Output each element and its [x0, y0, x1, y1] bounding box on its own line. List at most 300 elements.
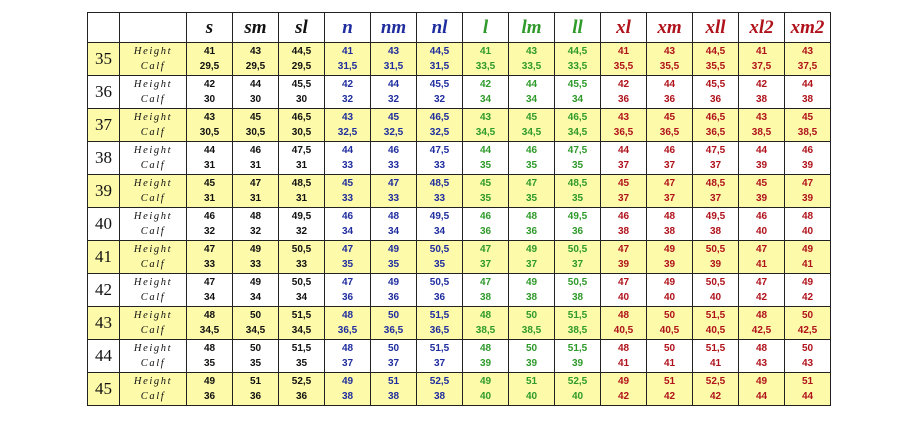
column-header-xm2: xm2: [785, 13, 831, 43]
height-value: 47: [617, 277, 630, 288]
height-value: 44,5: [429, 46, 450, 57]
height-value: 46: [341, 211, 354, 222]
calf-value: 38: [709, 226, 722, 237]
calf-value: 34: [203, 292, 216, 303]
height-value: 41: [341, 46, 354, 57]
size-cell: 35: [88, 43, 120, 76]
value-cell-nm: [371, 373, 417, 406]
height-value: 45,5: [429, 79, 450, 90]
calf-value: 33,5: [567, 61, 588, 72]
calf-value: 41: [617, 358, 630, 369]
calf-value: 38,5: [567, 325, 588, 336]
height-value: 46: [479, 211, 492, 222]
calf-label: Calf: [140, 160, 166, 171]
value-cell-ll: [555, 208, 601, 241]
calf-value: 36: [663, 94, 676, 105]
measure-label-cell: [120, 43, 187, 76]
calf-value: 35: [479, 160, 492, 171]
value-cell-s: [187, 241, 233, 274]
value-cell-xl: [601, 76, 647, 109]
calf-value: 40: [801, 226, 814, 237]
value-cell-nl: [417, 175, 463, 208]
height-value: 47: [341, 277, 354, 288]
calf-value: 37: [617, 160, 630, 171]
value-cell-xl: [601, 373, 647, 406]
column-header-l: l: [463, 13, 509, 43]
calf-value: 32: [249, 226, 262, 237]
value-cell-nl: [417, 307, 463, 340]
value-cell-xm: [647, 208, 693, 241]
height-value: 48: [755, 343, 768, 354]
calf-value: 34,5: [199, 325, 220, 336]
calf-value: 33: [433, 160, 446, 171]
header-corner-label: [120, 13, 187, 43]
height-value: 47,5: [705, 145, 726, 156]
height-value: 51: [249, 376, 262, 387]
value-cell-lm: [509, 175, 555, 208]
value-cell-n: [325, 274, 371, 307]
height-value: 48,5: [567, 178, 588, 189]
header-row: [88, 13, 831, 43]
calf-value: 40: [617, 292, 630, 303]
value-cell-ll: [555, 142, 601, 175]
height-value: 50: [387, 310, 400, 321]
value-cell-s: [187, 274, 233, 307]
height-value: 43: [249, 46, 262, 57]
height-value: 45: [479, 178, 492, 189]
height-value: 48: [203, 310, 216, 321]
calf-value: 38: [341, 391, 354, 402]
calf-value: 34: [525, 94, 538, 105]
value-cell-sl: [279, 142, 325, 175]
height-value: 49,5: [567, 211, 588, 222]
measure-label-cell: [120, 175, 187, 208]
measure-label-cell: [120, 142, 187, 175]
calf-value: 35: [525, 193, 538, 204]
height-value: 45: [341, 178, 354, 189]
value-cell-xll: [693, 76, 739, 109]
calf-value: 33,5: [475, 61, 496, 72]
measure-label-cell: [120, 109, 187, 142]
calf-label: Calf: [140, 391, 166, 402]
calf-label: Calf: [140, 61, 166, 72]
height-value: 43: [479, 112, 492, 123]
value-cell-l: [463, 307, 509, 340]
value-cell-sl: [279, 373, 325, 406]
height-value: 49: [341, 376, 354, 387]
value-cell-xm: [647, 241, 693, 274]
height-label: Height: [133, 79, 173, 90]
calf-value: 43: [755, 358, 768, 369]
calf-value: 30,5: [199, 127, 220, 138]
calf-value: 35,5: [659, 61, 680, 72]
calf-value: 33: [203, 259, 216, 270]
value-cell-xll: [693, 241, 739, 274]
height-value: 50: [249, 343, 262, 354]
height-value: 46: [801, 145, 814, 156]
size-cell: 40: [88, 208, 120, 241]
height-value: 48: [341, 310, 354, 321]
value-cell-s: [187, 208, 233, 241]
calf-value: 34: [387, 226, 400, 237]
calf-value: 34,5: [475, 127, 496, 138]
value-cell-s: [187, 76, 233, 109]
height-value: 44: [755, 145, 768, 156]
height-value: 48: [203, 343, 216, 354]
calf-value: 31: [249, 160, 262, 171]
height-value: 48,5: [291, 178, 312, 189]
measure-label-cell: [120, 340, 187, 373]
height-value: 49,5: [291, 211, 312, 222]
height-value: 41: [617, 46, 630, 57]
calf-label: Calf: [140, 127, 166, 138]
value-cell-xl2: [739, 208, 785, 241]
calf-value: 35: [249, 358, 262, 369]
calf-value: 35: [479, 193, 492, 204]
value-cell-xm2: [785, 373, 831, 406]
height-label: Height: [133, 376, 173, 387]
height-value: 44: [801, 79, 814, 90]
size-cell: 45: [88, 373, 120, 406]
height-value: 42: [617, 79, 630, 90]
value-cell-xm: [647, 274, 693, 307]
value-cell-xl2: [739, 307, 785, 340]
value-cell-xll: [693, 340, 739, 373]
calf-value: 44: [801, 391, 814, 402]
calf-value: 38,5: [475, 325, 496, 336]
calf-value: 41: [709, 358, 722, 369]
height-value: 47: [525, 178, 538, 189]
height-value: 49: [663, 277, 676, 288]
value-cell-s: [187, 340, 233, 373]
value-cell-s: [187, 43, 233, 76]
calf-value: 38: [617, 226, 630, 237]
height-value: 47: [203, 244, 216, 255]
height-value: 51: [387, 376, 400, 387]
value-cell-n: [325, 307, 371, 340]
value-cell-n: [325, 109, 371, 142]
height-value: 49: [617, 376, 630, 387]
calf-value: 37,5: [797, 61, 818, 72]
height-value: 48: [249, 211, 262, 222]
height-value: 45,5: [567, 79, 588, 90]
calf-value: 38: [571, 292, 584, 303]
value-cell-xm2: [785, 340, 831, 373]
size-cell: 42: [88, 274, 120, 307]
value-cell-s: [187, 109, 233, 142]
value-cell-xll: [693, 142, 739, 175]
height-value: 47: [755, 244, 768, 255]
height-value: 47,5: [291, 145, 312, 156]
calf-value: 36: [295, 391, 308, 402]
table-row: [88, 274, 831, 307]
calf-value: 31,5: [383, 61, 404, 72]
value-cell-xl: [601, 274, 647, 307]
height-value: 51,5: [705, 343, 726, 354]
size-cell: 38: [88, 142, 120, 175]
value-cell-n: [325, 76, 371, 109]
calf-value: 37: [571, 259, 584, 270]
value-cell-nl: [417, 76, 463, 109]
value-cell-xll: [693, 43, 739, 76]
height-value: 42: [341, 79, 354, 90]
height-value: 46,5: [705, 112, 726, 123]
value-cell-nl: [417, 142, 463, 175]
value-cell-nl: [417, 109, 463, 142]
value-cell-xll: [693, 373, 739, 406]
column-header-lm: lm: [509, 13, 555, 43]
height-value: 43: [617, 112, 630, 123]
height-value: 50,5: [705, 277, 726, 288]
calf-value: 34: [341, 226, 354, 237]
height-value: 50,5: [567, 277, 588, 288]
height-value: 46,5: [429, 112, 450, 123]
measure-label-cell: [120, 307, 187, 340]
calf-value: 42: [801, 292, 814, 303]
height-value: 47: [479, 244, 492, 255]
calf-value: 38,5: [797, 127, 818, 138]
height-value: 45: [755, 178, 768, 189]
value-cell-xm2: [785, 109, 831, 142]
height-label: Height: [133, 244, 173, 255]
calf-value: 38,5: [521, 325, 542, 336]
value-cell-xl: [601, 340, 647, 373]
column-header-sm: sm: [233, 13, 279, 43]
calf-value: 35: [341, 259, 354, 270]
value-cell-l: [463, 142, 509, 175]
measure-label-cell: [120, 373, 187, 406]
calf-value: 34: [571, 94, 584, 105]
calf-value: 43: [801, 358, 814, 369]
table-row: [88, 340, 831, 373]
value-cell-xl2: [739, 340, 785, 373]
value-cell-nm: [371, 43, 417, 76]
calf-value: 32,5: [429, 127, 450, 138]
height-value: 49: [525, 244, 538, 255]
value-cell-xll: [693, 208, 739, 241]
calf-value: 39: [617, 259, 630, 270]
calf-value: 44: [755, 391, 768, 402]
table-row: [88, 109, 831, 142]
height-value: 52,5: [705, 376, 726, 387]
height-value: 48: [663, 211, 676, 222]
height-value: 51: [663, 376, 676, 387]
height-value: 51,5: [291, 343, 312, 354]
height-value: 52,5: [567, 376, 588, 387]
height-value: 48: [479, 310, 492, 321]
height-label: Height: [133, 112, 173, 123]
value-cell-n: [325, 142, 371, 175]
table-body: [88, 43, 831, 406]
calf-value: 32: [387, 94, 400, 105]
calf-value: 33: [295, 259, 308, 270]
height-value: 43: [525, 46, 538, 57]
height-value: 43: [203, 112, 216, 123]
height-value: 44: [387, 79, 400, 90]
value-cell-sl: [279, 307, 325, 340]
height-value: 44: [203, 145, 216, 156]
value-cell-xl: [601, 307, 647, 340]
height-value: 46,5: [567, 112, 588, 123]
value-cell-lm: [509, 340, 555, 373]
calf-value: 37: [433, 358, 446, 369]
value-cell-xm2: [785, 76, 831, 109]
height-value: 47: [663, 178, 676, 189]
height-value: 49: [801, 277, 814, 288]
value-cell-lm: [509, 241, 555, 274]
calf-value: 37: [525, 259, 538, 270]
height-value: 50,5: [429, 244, 450, 255]
calf-value: 40,5: [659, 325, 680, 336]
calf-value: 36: [433, 292, 446, 303]
height-value: 41: [479, 46, 492, 57]
calf-value: 35: [571, 160, 584, 171]
calf-value: 35: [387, 259, 400, 270]
height-value: 48: [525, 211, 538, 222]
value-cell-nl: [417, 43, 463, 76]
column-header-nm: nm: [371, 13, 417, 43]
height-value: 47,5: [567, 145, 588, 156]
calf-value: 34,5: [567, 127, 588, 138]
height-label: Height: [133, 211, 173, 222]
calf-value: 34,5: [291, 325, 312, 336]
column-header-xl2: xl2: [739, 13, 785, 43]
value-cell-sm: [233, 76, 279, 109]
calf-value: 39: [709, 259, 722, 270]
value-cell-lm: [509, 208, 555, 241]
height-value: 48,5: [705, 178, 726, 189]
calf-value: 37: [387, 358, 400, 369]
calf-value: 34: [433, 226, 446, 237]
calf-value: 36,5: [337, 325, 358, 336]
value-cell-sm: [233, 274, 279, 307]
value-cell-lm: [509, 307, 555, 340]
height-value: 42: [203, 79, 216, 90]
height-value: 49: [249, 244, 262, 255]
value-cell-sm: [233, 340, 279, 373]
height-value: 52,5: [429, 376, 450, 387]
value-cell-l: [463, 241, 509, 274]
value-cell-xl: [601, 109, 647, 142]
value-cell-ll: [555, 43, 601, 76]
value-cell-nm: [371, 109, 417, 142]
calf-label: Calf: [140, 226, 166, 237]
calf-value: 37,5: [751, 61, 772, 72]
calf-value: 36: [525, 226, 538, 237]
height-value: 48: [479, 343, 492, 354]
calf-value: 42: [709, 391, 722, 402]
table-row: [88, 175, 831, 208]
calf-value: 39: [571, 358, 584, 369]
value-cell-ll: [555, 109, 601, 142]
height-value: 47,5: [429, 145, 450, 156]
calf-value: 34: [479, 94, 492, 105]
calf-value: 36: [341, 292, 354, 303]
value-cell-ll: [555, 76, 601, 109]
calf-label: Calf: [140, 193, 166, 204]
height-value: 45,5: [705, 79, 726, 90]
measure-label-cell: [120, 76, 187, 109]
height-value: 50,5: [429, 277, 450, 288]
height-value: 44: [249, 79, 262, 90]
value-cell-xl2: [739, 274, 785, 307]
calf-value: 39: [479, 358, 492, 369]
height-value: 44,5: [567, 46, 588, 57]
height-value: 48: [617, 343, 630, 354]
value-cell-sm: [233, 208, 279, 241]
value-cell-xm: [647, 76, 693, 109]
calf-value: 36: [479, 226, 492, 237]
calf-value: 37: [479, 259, 492, 270]
measure-label-cell: [120, 241, 187, 274]
calf-value: 39: [663, 259, 676, 270]
height-value: 45: [663, 112, 676, 123]
calf-value: 31: [203, 193, 216, 204]
calf-value: 32: [433, 94, 446, 105]
height-value: 43: [387, 46, 400, 57]
value-cell-xm: [647, 340, 693, 373]
value-cell-l: [463, 76, 509, 109]
calf-value: 36: [571, 226, 584, 237]
calf-value: 38: [525, 292, 538, 303]
size-cell: 43: [88, 307, 120, 340]
calf-value: 37: [709, 160, 722, 171]
calf-value: 41: [755, 259, 768, 270]
calf-value: 31,5: [337, 61, 358, 72]
calf-value: 34,5: [245, 325, 266, 336]
height-label: Height: [133, 343, 173, 354]
value-cell-xl2: [739, 373, 785, 406]
height-value: 47: [249, 178, 262, 189]
header-corner-size: [88, 13, 120, 43]
calf-value: 35: [433, 259, 446, 270]
height-value: 48: [617, 310, 630, 321]
value-cell-xl2: [739, 76, 785, 109]
height-value: 51,5: [567, 343, 588, 354]
size-cell: 36: [88, 76, 120, 109]
value-cell-s: [187, 373, 233, 406]
height-label: Height: [133, 310, 173, 321]
calf-value: 39: [801, 160, 814, 171]
height-value: 49: [525, 277, 538, 288]
value-cell-sm: [233, 43, 279, 76]
value-cell-l: [463, 175, 509, 208]
height-value: 49: [801, 244, 814, 255]
calf-value: 39: [801, 193, 814, 204]
calf-value: 39: [525, 358, 538, 369]
calf-value: 36,5: [705, 127, 726, 138]
value-cell-nm: [371, 208, 417, 241]
calf-value: 33: [433, 193, 446, 204]
height-value: 47: [755, 277, 768, 288]
value-cell-xm: [647, 175, 693, 208]
height-value: 49: [663, 244, 676, 255]
calf-value: 33: [249, 259, 262, 270]
height-value: 47: [203, 277, 216, 288]
calf-value: 33,5: [521, 61, 542, 72]
height-value: 49,5: [705, 211, 726, 222]
value-cell-xm: [647, 142, 693, 175]
height-value: 48: [341, 343, 354, 354]
value-cell-xl2: [739, 43, 785, 76]
calf-value: 33: [341, 193, 354, 204]
value-cell-xl: [601, 142, 647, 175]
calf-value: 31: [295, 160, 308, 171]
measure-label-cell: [120, 208, 187, 241]
value-cell-nl: [417, 373, 463, 406]
calf-value: 40: [663, 292, 676, 303]
value-cell-xll: [693, 274, 739, 307]
